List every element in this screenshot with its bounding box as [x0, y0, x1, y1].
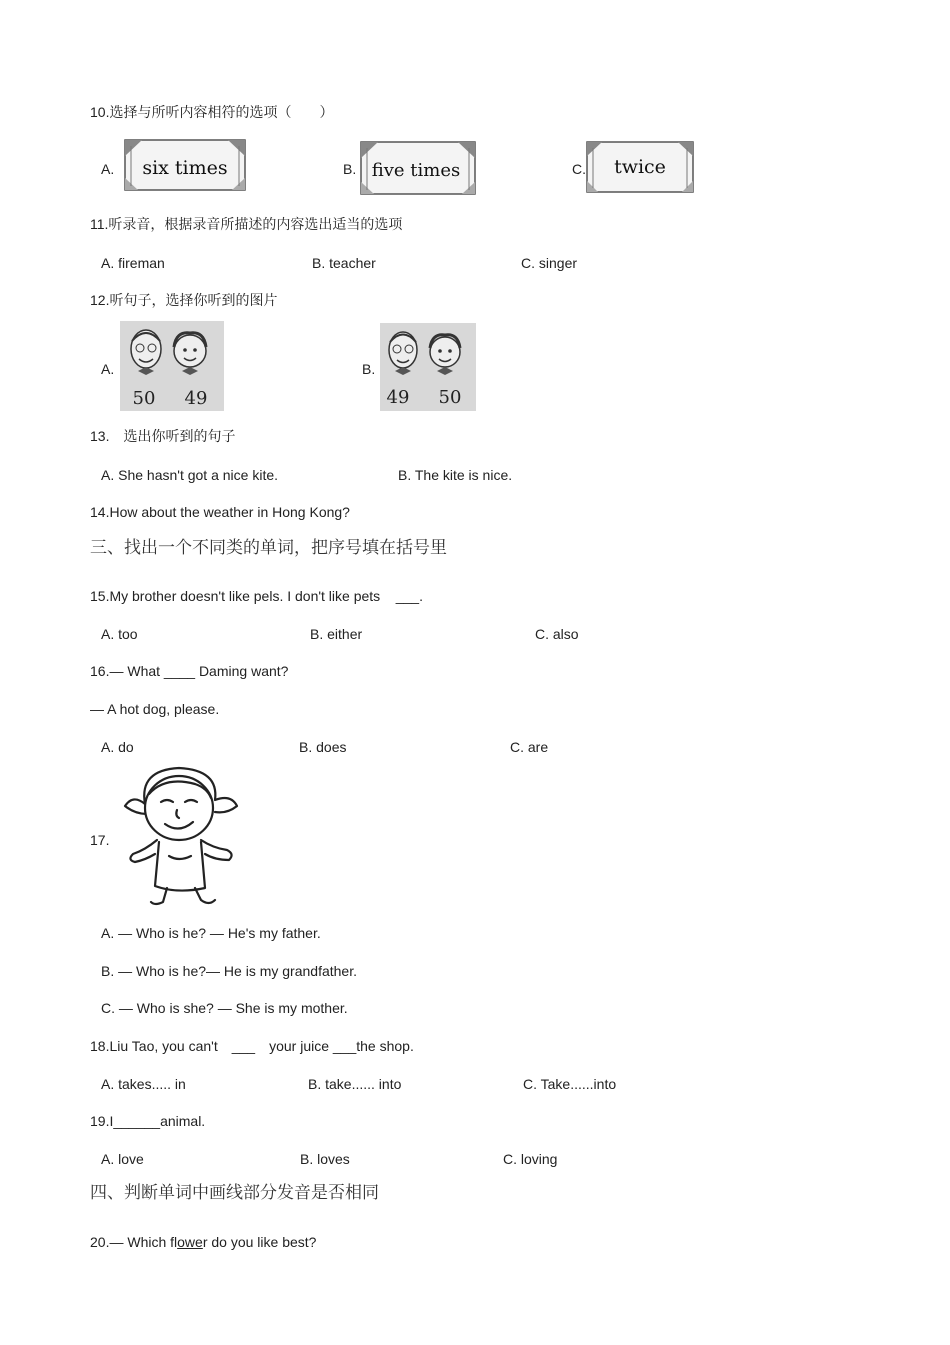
option-b[interactable]: B. either: [310, 626, 363, 642]
card-text: five times: [371, 160, 461, 181]
option-c[interactable]: C. — Who is she? — She is my mother.: [101, 1000, 348, 1016]
question-12: 12.听句子，选择你听到的图片: [90, 292, 278, 308]
question-15: [90, 587, 423, 605]
question-13: 13. 选出你听到的句子: [90, 428, 236, 444]
option-b[interactable]: B. — Who is he?— He is my grandfather.: [101, 963, 357, 979]
question-11: 11.听录音，根据录音所描述的内容选出适当的选项: [90, 216, 403, 232]
option-a[interactable]: A. She hasn't got a nice kite.: [101, 467, 279, 483]
option-b[interactable]: B. teacher: [312, 255, 376, 271]
option-c[interactable]: C. singer: [521, 255, 578, 271]
question-10: 10.选择与所听内容相符的选项（ ）: [90, 104, 334, 120]
option-c[interactable]: C. also: [535, 626, 579, 642]
question-16-line1: 16.— What ____ Daming want?: [90, 663, 289, 679]
option-a-label[interactable]: A.: [101, 161, 115, 177]
option-b[interactable]: B. does: [299, 739, 347, 755]
section-4-title: 四、判断单词中画线部分发音是否相同: [90, 1183, 379, 1203]
six-times-card-image[interactable]: [122, 134, 250, 198]
age-number: 49: [184, 388, 208, 409]
five-times-card-image[interactable]: [358, 136, 478, 200]
option-c[interactable]: C. Take......into: [523, 1076, 617, 1092]
option-a[interactable]: A. do: [101, 739, 134, 755]
question-14: 14.How about the weather in Hong Kong?: [90, 504, 350, 520]
twice-card-image[interactable]: [584, 136, 698, 200]
option-c-label[interactable]: C.: [572, 161, 586, 177]
section-3-title: 三、找出一个不同类的单词，把序号填在括号里: [90, 538, 447, 558]
option-b[interactable]: B. The kite is nice.: [398, 467, 513, 483]
option-c[interactable]: C. are: [510, 739, 549, 755]
question-17-number: 17.: [90, 832, 110, 848]
answer-blank[interactable]: ___: [395, 588, 420, 604]
card-text: twice: [614, 156, 666, 178]
woman-cartoon-image: [115, 764, 243, 908]
option-a-label[interactable]: A.: [101, 361, 115, 377]
option-b-label[interactable]: B.: [343, 161, 357, 177]
grandparents-ages-image-a[interactable]: [120, 321, 224, 411]
question-15-text: 15.My brother doesn't like pels. I don't like pets: [90, 588, 381, 604]
age-number: 49: [386, 387, 410, 408]
question-18: 18.Liu Tao, you can't ___ your juice ___the shop.: [90, 1038, 414, 1054]
underlined-letters: owe: [177, 1234, 203, 1250]
grandparents-ages-image-b[interactable]: [380, 323, 476, 411]
age-number: 50: [438, 387, 462, 408]
question-15-end: .: [419, 588, 423, 604]
question-16-line2: — A hot dog, please.: [90, 701, 220, 717]
option-c[interactable]: C. loving: [503, 1151, 558, 1167]
option-a[interactable]: A. love: [101, 1151, 144, 1167]
option-b[interactable]: B. loves: [300, 1151, 350, 1167]
option-a[interactable]: A. fireman: [101, 255, 165, 271]
question-20: [90, 1233, 316, 1251]
question-20-pre: 20.— Which fl: [90, 1234, 178, 1250]
question-19: 19.I______animal.: [90, 1113, 206, 1129]
option-a[interactable]: A. — Who is he? — He's my father.: [101, 925, 321, 941]
option-b[interactable]: B. take...... into: [308, 1076, 402, 1092]
age-number: 50: [132, 388, 156, 409]
option-a[interactable]: A. too: [101, 626, 138, 642]
option-a[interactable]: A. takes..... in: [101, 1076, 186, 1092]
option-b-label[interactable]: B.: [362, 361, 376, 377]
card-text: six times: [142, 157, 228, 179]
question-20-post: r do you like best?: [202, 1234, 317, 1250]
